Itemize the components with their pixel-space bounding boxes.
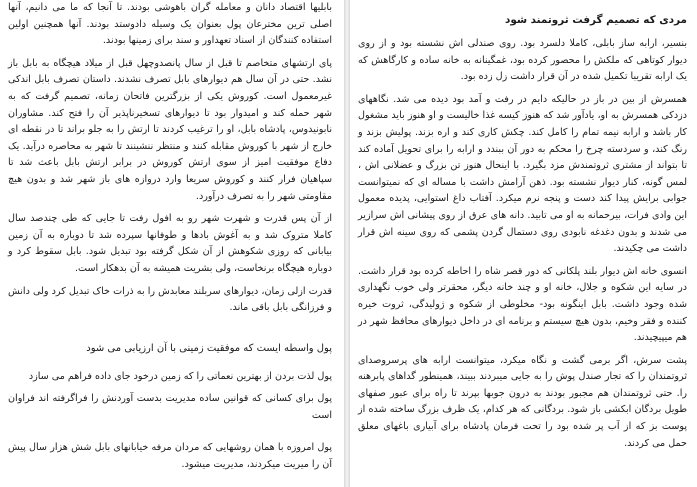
left-paragraph-4: قدرت ازلی زمان، دیوارهای سربلند معابدش را به ذرات خاک تبدیل کرد ولی دانش و فرزانگی بابل باقی ماند. (8, 285, 332, 314)
right-page (350, 0, 697, 487)
lesson-heading: پول واسطه ایست که موفقیت زمینی با آن ارزیابی می شود (86, 342, 332, 354)
right-paragraph-1: بنسیر، ارابه ساز بابلی، کاملا دلسرد بود. روی صندلی اش نشسته بود و از روی دیوار کوتاهی که ملکش را محصور کرده بود، غمگینانه به خانه ساده و کارگاهش که یک ارابه تقریبا تکمیل شده در آن قرار داشت زل زده بود. (358, 38, 687, 83)
left-paragraph-3: از آن پس قدرت و شهرت شهر رو به افول رفت تا جایی که طی چندصد سال کاملا متروک شد و به آغوش بادها و طوفانها سپرده شد تا دوباره به آن زمین بیابانی که روزی شکوهش از آن شکل گرفته بود تبدیل شود. بابل سقوط کرد و دوباره هیچگاه برنخاست، ولی بشریت همیشه به آن بدهکار است. (8, 213, 332, 274)
right-paragraph-2: همسرش از بین در باز در حالیکه دایم در رفت و آمد بود دیده می شد. نگاههای دزدکی همسرش به او، یادآور شد که هنوز کیسه غذا خالیست و او هنوز باید مشغول کار باشد و ارابه نیمه تمام را کامل کند. چکش کاری کند و اره بزند. پولیش بزند و رنگ کند، و سردسته چرخ را محکم به دور آن ببندد و ارابه را برای تحویل آماده کند تا بتواند از مشتری ثروتمندش مزد بگیرد. با اینحال هنوز تن بزرگ و عضلانی اش ، لمس گونه، کنار دیوار نشسته بود. ذهن آرامش داشت با مساله ای که نمیتوانست جوابی برایش پیدا کند دست و پنجه نرم میکرد. آفتاب داغ استوایی، پدیده معمول این وادی فرات، بیرحمانه به او می تابید. دانه های عرق از روی پیشانی اش سرازیر می شدند و بدون دغدغه نابودی روی دستمال گردن پشمی که روی سینه اش قرار داشت می چکیدند. (358, 93, 687, 255)
right-paragraph-3: انسوی خانه اش دیوار بلند پلکانی که دور قصر شاه را احاطه کرده بود قرار داشت. در سایه این شکوه و جلال، خانه او و چند خانه دیگر، محقرتر ولی خوب نگهداری شده وجود داشت. بابل اینگونه بود- مخلوطی از شکوه و ژولیدگی، ثروت خیره کننده و فقر وخیم، بدون هیچ سیستم و برنامه ای در داخل دیوارهای محافظ شهر در هم میپیچیدند. (358, 265, 687, 344)
lesson-paragraph-2: پول برای کسانی که قوانین ساده مدیریت بدست آوردنش را فراگرفته اند فراوان است (8, 393, 332, 421)
lesson-paragraph-3: پول امروزه با همان روشهایی که مردان مرفه خیابانهای بابل شش هزار سال پیش آن را میریت میکردند، مدیریت میشود. (8, 442, 332, 471)
left-paragraph-2: پای ارتشهای متخاصم تا قبل از سال پانصدوچهل قبل از میلاد هیچگاه به بابل باز نشد. حتی در آن سال هم دیوارهای بابل تصرف نشدند. داستان تصرف بابل اندکی غیرمعمول است. کوروش یکی از بزرگترین فاتحان زمانه، تصمیم گرفت که به شهر حمله کند و امیدوار بود تا دیوارهای تسخیرناپذیر آن را فتح کند. مشاوران نابونیدوس، پادشاه بابل، او را ترغیب کردند تا ارتش را به جلو براند تا در نقطه ای خارج از شهر با کوروش مقابله کنند و منتظر ننشینند تا شهر به محاصره درآید. یک دفاع موفقیت امیز از سوی ارتش کوروش در برابر ارتش بابل باعث شد تا سپاهیان فرار کنند و کوروش سریعا وارد دروازه های باز شهر شد و بدون هیچ مقاومتی شهر را به تصرف درآورد. (8, 57, 332, 202)
lesson-paragraph-1: پول لذت بردن از بهترین نعماتی را که زمین درخود جای داده فراهم می سازد (28, 370, 332, 382)
right-paragraph-4: پشت سرش، اگر برمی گشت و نگاه میکرد، میتوانست ارابه های پرسروصدای ثروتمندان را که تجار صندل پوش را به جایی میبردند ببیند، همینطور گداهای پابرهنه را. حتی ثروتمندان هم مجبور بودند به درون جوبها بپرند تا راه برای عبور صفهای طویل بردگان ابکشی باز شود. بردگانی که هر کدام، یک ظرف بزرگ ساخته شده از پوست بز که از آب پر شده بود را تحت فرمان پادشاه برای آبیاری باغهای معلق حمل می کردند. (358, 354, 687, 449)
left-page (0, 0, 344, 487)
left-paragraph-1: بابلیها اقتصاد دانان و معامله گران باهوشی بودند. تا آنجا که ما می دانیم، آنها اصلی ترین مخترعان پول بعنوان یک وسیله دادوستد بودند. آنها همچنین اولین استفاده کنندگان از اسناد تعهداور و سند برای زمینها بودند. (8, 2, 332, 47)
chapter-title: مردی که تصمیم گرفت ثروتمند شود (505, 14, 687, 26)
